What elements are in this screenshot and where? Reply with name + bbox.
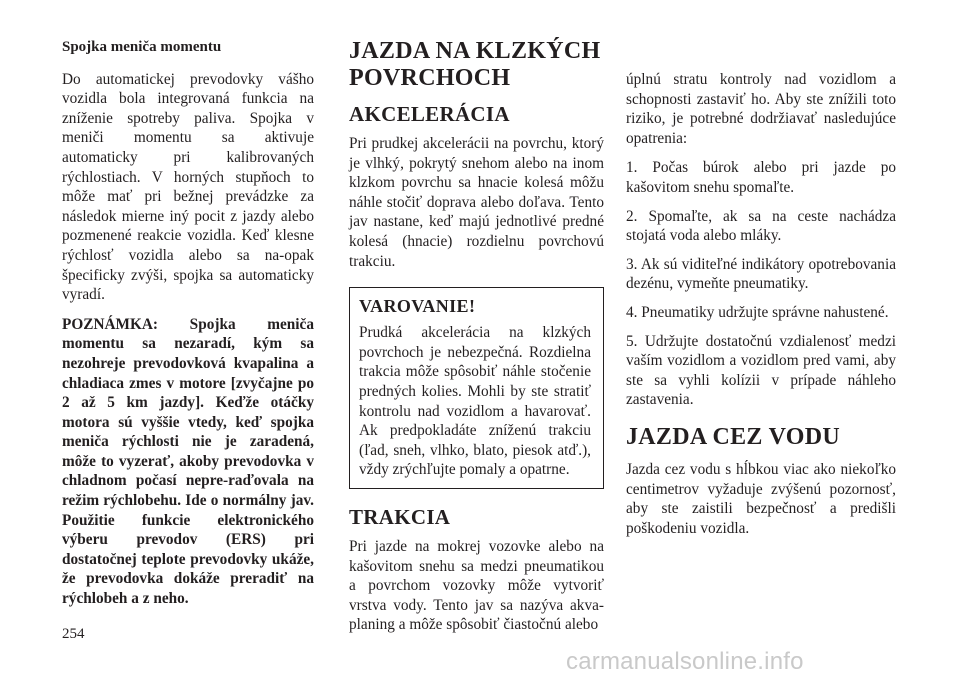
body-paragraph: Do automatickej prevodovky vášho vozidla bola integrovaná funkcia na zníženie spotreby paliva. Spojka v meniči momentu sa aktivuje automaticky pri kalibrovaných rýchlostiach. V horných stupňoch to môže mať pri bežnej prevádzke za následok mierne iný pocit z jazdy alebo pozmenené reakcie vozidla. Keď klesne rýchlosť vozidla alebo sa na-opak špecificky zvýši, spojka sa automaticky vyradí.: [62, 70, 314, 304]
note-paragraph: POZNÁMKA: Spojka meniča momentu sa nezaradí, kým sa nezohreje prevodovková kvapalina a chladiaca zmes v motore [zvyčajne po 2 až 5 km jazdy]. Keďže otáčky motora sú vyššie vtedy, keď spojka meniča rýchlosti nie je zaradená, môže to vyzerať, akoby prevodovka v chladnom počasí nepre-raďovala na režim rýchlobehu. Ide o normálny jav. Použitie funkcie elektronického výberu prevodov (ERS) pri dostatočnej teplote prevodovky ukáže, že prevodovka dokáže preradiť na rýchlobeh a z neho.: [62, 315, 314, 608]
warning-text: Prudká akcelerácia na klzkých povrchoch je nebezpečná. Rozdielna trakcia môže spôsobiť náhle stočenie predných kolies. Mohli by ste stratiť kontrolu nad vozidlom a havarovať. Ak predpokladáte zníženú trakciu (ľad, sneh, vlhko, blato, piesok atď.), vždy zrýchľujte pomaly a opatrne.: [359, 324, 591, 479]
page-number: 254: [62, 626, 85, 642]
right-column: [626, 70, 896, 544]
continuation-text: úplnú stratu kontroly nad vozidlom a schopnosti zastaviť ho. Aby ste znížili toto riziko, je potrebné dodržiavať nasledujúce opatrenia:: [626, 71, 896, 147]
precaution-list: [626, 158, 896, 410]
water-text: Jazda cez vodu s hĺbkou viac ako niekoľko centimetrov vyžaduje zvýšenú pozornosť, aby ste zaistili bezpečnosť a predišli poškodeniu vozidla.: [626, 460, 896, 537]
list-item: 4. Pneumatiky udržujte správne nahustené.: [626, 303, 889, 321]
subheading: Spojka meniča momentu: [62, 39, 222, 55]
left-column: [62, 38, 314, 615]
section-heading-water: JAZDA CEZ VODU: [626, 423, 840, 450]
traction-text: Pri jazde na mokrej vozovke alebo na kašovitom snehu sa medzi pneumatikou a povrchom vozovky môže vytvoriť vrstva vody. Tento jav sa nazýva akva-planing a môže spôsobiť čiastočnú alebo: [349, 537, 604, 634]
section-heading-acceleration: AKCELERÁCIA: [349, 102, 510, 126]
list-item: 2. Spomaľte, ak sa na ceste nachádza stojatá voda alebo mláky.: [626, 207, 896, 245]
list-item: 5. Udržujte dostatočnú vzdialenosť medzi vaším vozidlom a vozidlom pred vami, aby ste sa vyhli kolízii v prípade náhleho zastavenia.: [626, 332, 896, 409]
middle-column: [349, 38, 604, 641]
acceleration-text: Pri prudkej akcelerácii na povrchu, ktorý je vlhký, pokrytý snehom alebo na inom klzkom povrchu sa hnacie kolesá môžu náhle stočiť doprava alebo doľava. Tento jav nastane, keď majú jednotlivé predné kolesá (hnacie) rozdielnu povrchovú trakciu.: [349, 135, 604, 270]
warning-title: VAROVANIE!: [359, 296, 476, 317]
list-item: 3. Ak sú viditeľné indikátory opotrebovania dezénu, vymeňte pneumatiky.: [626, 255, 896, 293]
warning-box: [349, 287, 604, 489]
section-heading-traction: TRAKCIA: [349, 504, 451, 529]
list-item: 1. Počas búrok alebo pri jazde po kašovitom snehu spomaľte.: [626, 159, 896, 196]
watermark: carmanualsonline.info: [566, 648, 804, 675]
page-title: JAZDA NA KLZKÝCH POVRCHOCH: [349, 38, 601, 91]
